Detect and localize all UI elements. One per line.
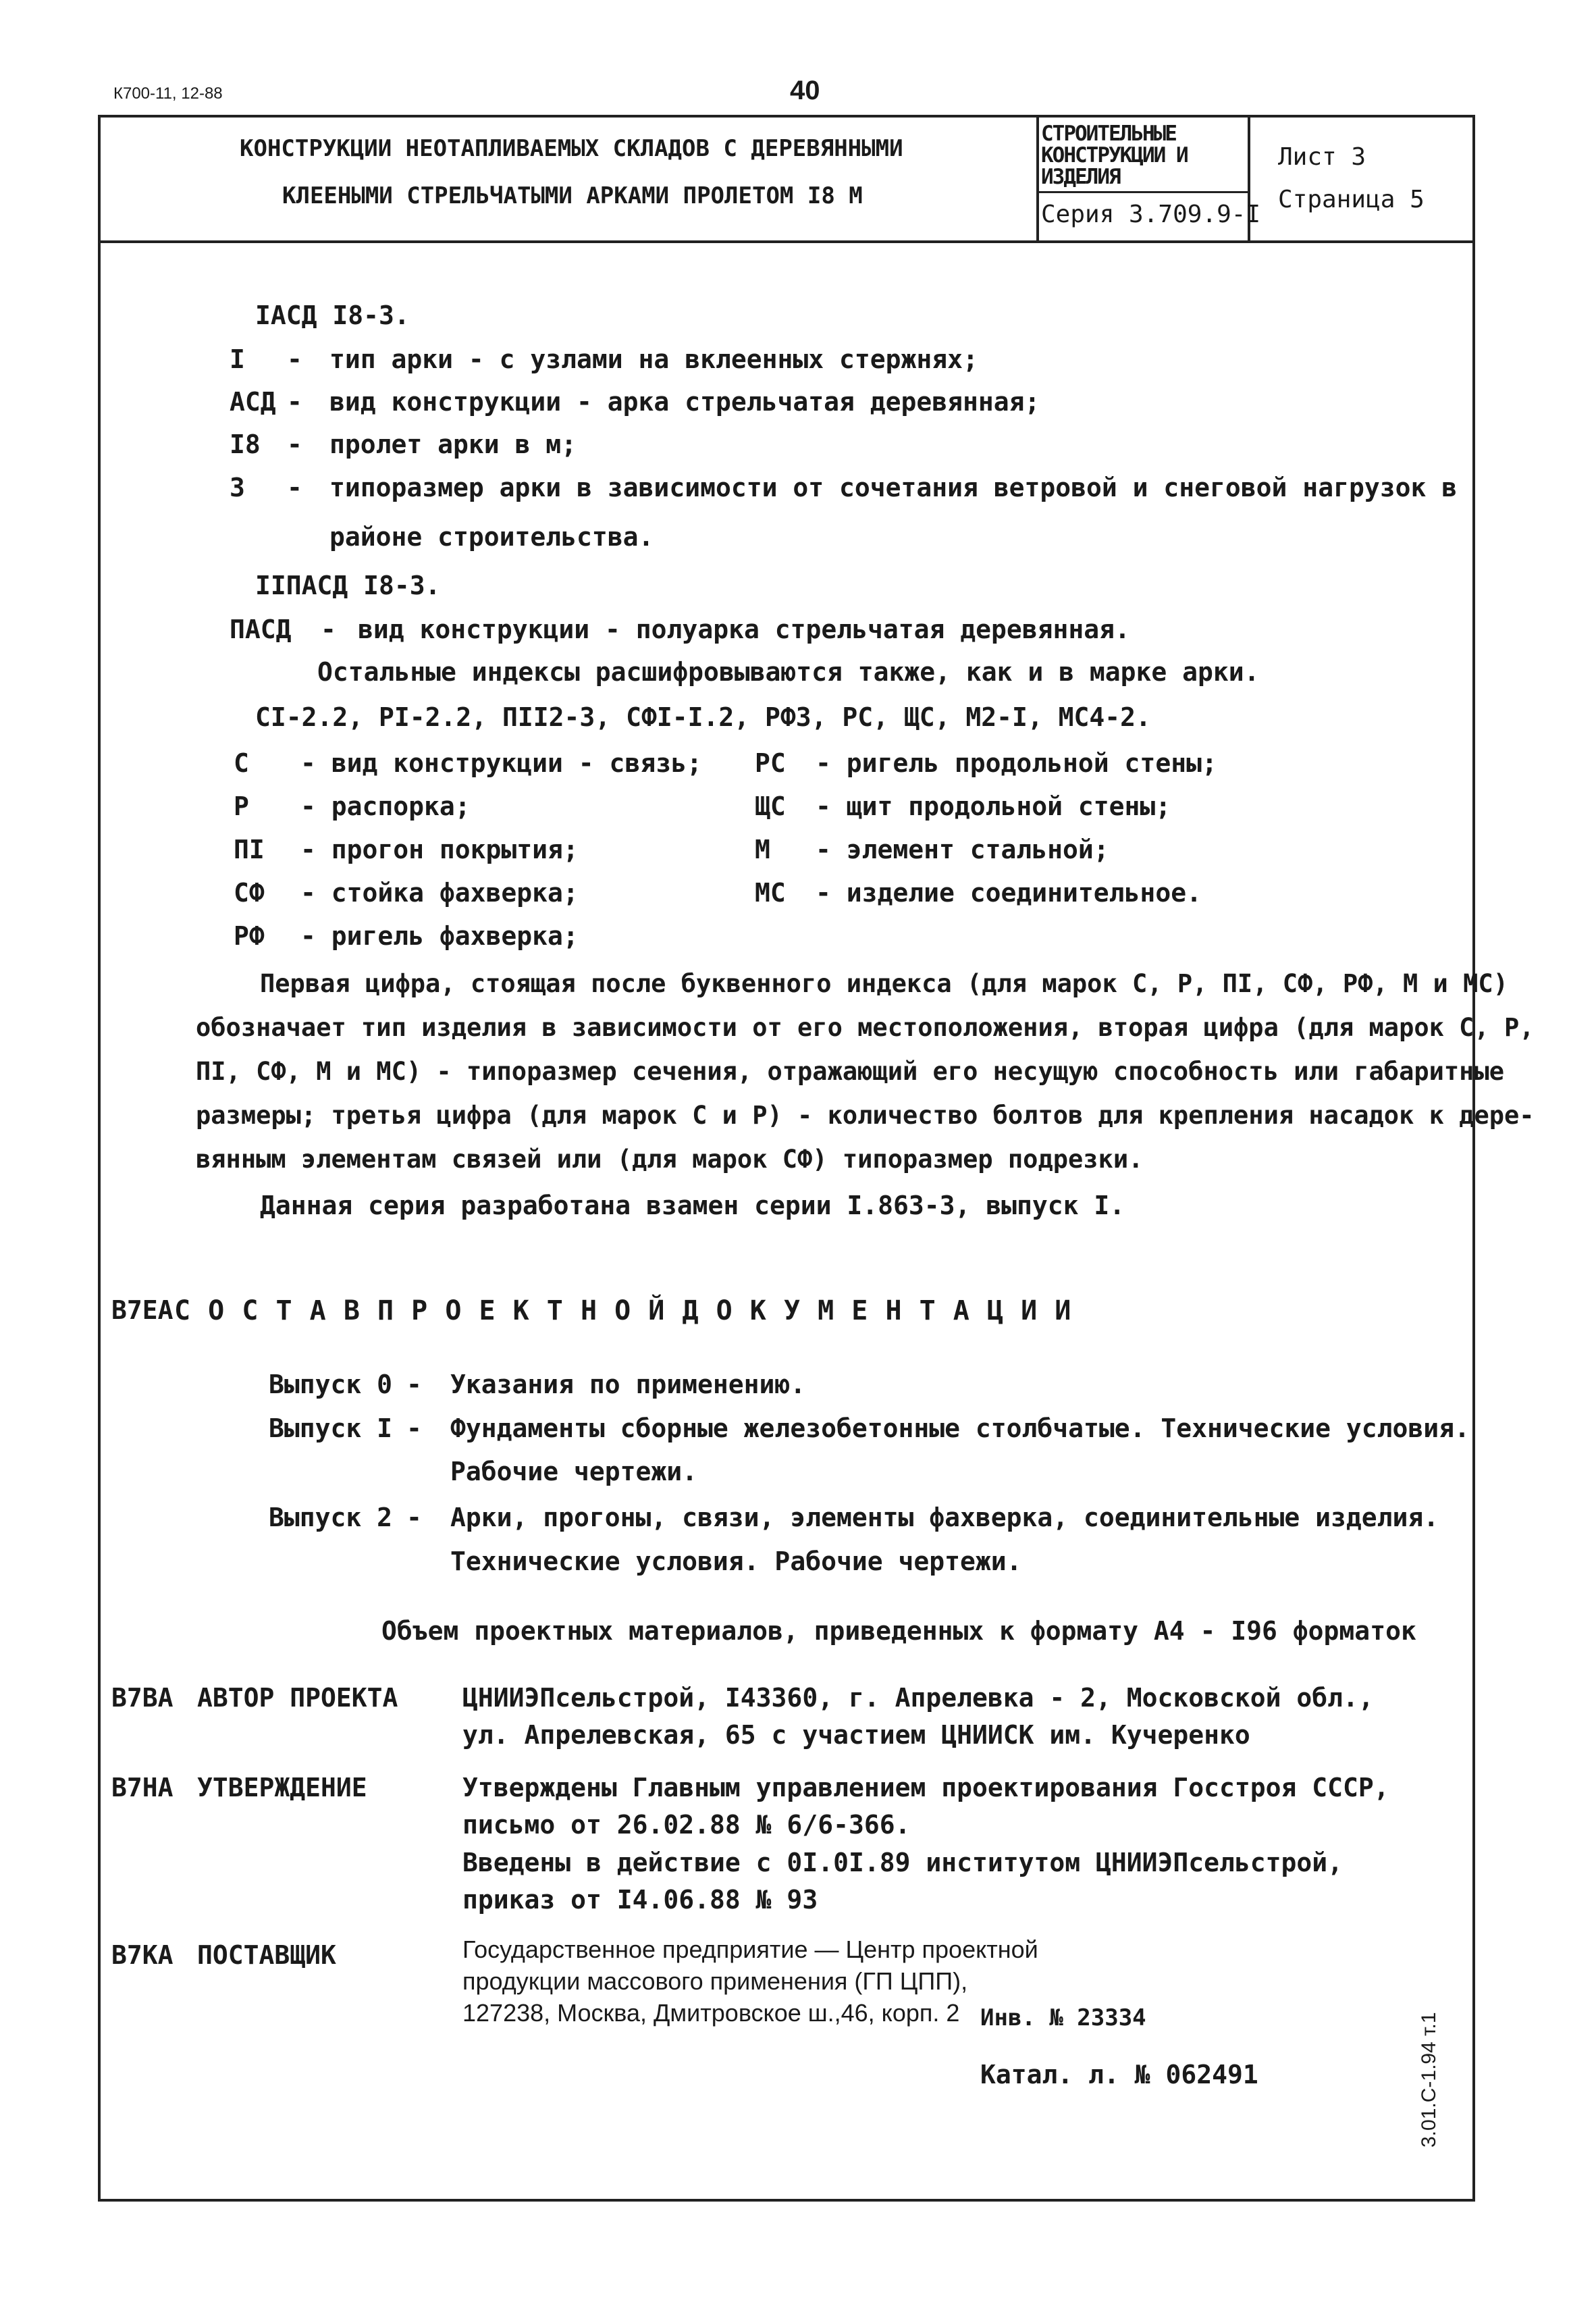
supplier-line: 127238, Москва, Дмитровское ш.,46, корп. 2 [462, 1999, 960, 2027]
header-sheet: Лист 3 [1278, 143, 1366, 171]
right-def-code: МС [755, 878, 786, 908]
def-dash: - [287, 344, 302, 374]
def-text: тип арки - с узлами на вклеенных стержнях; [329, 344, 978, 374]
approval-line: приказ от I4.06.88 № 93 [462, 1885, 818, 1915]
paragraph-line: ПI, СФ, М и МС) - типоразмер сечения, отражающий его несущую способность или габаритные [196, 1057, 1505, 1086]
header-category-2: КОНСТРУКЦИИ И [1041, 143, 1188, 167]
approval-line: письмо от 26.02.88 № 6/6-366. [462, 1810, 911, 1840]
approval-code: В7НА [111, 1773, 174, 1802]
form-code: К700-11, 12-88 [113, 84, 223, 103]
issue-text: Технические условия. Рабочие чертежи. [450, 1547, 1022, 1576]
composition-heading: С О С Т А В П Р О Е К Т Н О Й Д О К У М Е Н Т А Ц И И [174, 1295, 1072, 1326]
supplier-line: Государственное предприятие — Центр проектной [462, 1935, 1038, 1963]
issue-dash: - [406, 1503, 422, 1532]
inventory-number: Инв. № 23334 [980, 2004, 1146, 2031]
marks-list: СI-2.2, РI-2.2, ПII2-3, СФI-I.2, РФ3, РС, ЩС, М2-I, МС4-2. [255, 702, 1151, 732]
header-divider-1 [1036, 115, 1039, 243]
left-def-text: - распорка; [300, 791, 471, 821]
mark-half-arch: IIПАСД I8-3. [255, 571, 441, 600]
series-divider [1036, 191, 1250, 193]
right-def-text: - щит продольной стены; [816, 791, 1171, 821]
left-def-code: ПI [234, 835, 265, 864]
paragraph-line: Первая цифра, стоящая после буквенного индекса (для марок С, Р, ПI, СФ, РФ, М и МС) [260, 969, 1508, 998]
author-code: В7ВА [111, 1683, 174, 1713]
right-def-code: М [755, 835, 770, 864]
issue-dash: - [406, 1370, 422, 1399]
left-def-text: - ригель фахверка; [300, 921, 579, 951]
def-dash: - [287, 430, 302, 459]
issue-dash: - [406, 1413, 422, 1443]
def-code: I8 [230, 430, 261, 459]
header-category-1: СТРОИТЕЛЬНЫЕ [1041, 122, 1176, 146]
issue-label: Выпуск 0 [269, 1370, 393, 1399]
left-def-code: Р [234, 791, 249, 821]
approval-line: Утверждены Главным управлением проектирования Госстроя СССР, [462, 1773, 1389, 1802]
title-block [98, 115, 1475, 243]
issue-text: Арки, прогоны, связи, элементы фахверка, соединительные изделия. [450, 1503, 1439, 1532]
header-title-line1: КОНСТРУКЦИИ НЕОТАПЛИВАЕМЫХ СКЛАДОВ С ДЕРЕВЯННЫМИ [240, 135, 903, 162]
catalog-number: Катал. л. № 062491 [980, 2060, 1258, 2089]
supplier-code: В7КА [111, 1940, 174, 1970]
right-def-code: РС [755, 748, 786, 778]
right-def-text: - ригель продольной стены; [816, 748, 1217, 778]
issue-text: Фундаменты сборные железобетонные столбчатые. Технические условия. [450, 1413, 1470, 1443]
def-dash: - [321, 615, 336, 644]
issue-text: Указания по применению. [450, 1370, 806, 1399]
right-def-text: - изделие соединительное. [816, 878, 1202, 908]
left-def-code: СФ [234, 878, 265, 908]
mark-arch: IАСД I8-3. [255, 301, 410, 330]
author-label: АВТОР ПРОЕКТА [197, 1683, 398, 1713]
header-title-line2: КЛЕЕНЫМИ СТРЕЛЬЧАТЫМИ АРКАМИ ПРОЛЕТОМ I8 М [282, 182, 863, 209]
def-text: вид конструкции - полуарка стрельчатая деревянная. [358, 615, 1130, 644]
def-code: I [230, 344, 245, 374]
issue-label: Выпуск 2 [269, 1503, 393, 1532]
header-category-3: ИЗДЕЛИЯ [1041, 165, 1120, 189]
issue-label: Выпуск I [269, 1413, 393, 1443]
def-code: 3 [230, 473, 245, 502]
issue-text: Рабочие чертежи. [450, 1457, 698, 1486]
author-line: ул. Апрелевская, 65 с участием ЦНИИСК им. Кучеренко [462, 1720, 1250, 1750]
page-number: 40 [790, 76, 820, 105]
left-def-code: РФ [234, 921, 265, 951]
left-def-code: С [234, 748, 249, 778]
paragraph-line: обозначает тип изделия в зависимости от его местоположения, вторая цифра (для марок С, Р, [196, 1013, 1535, 1042]
def-text: вид конструкции - арка стрельчатая деревянная; [329, 387, 1040, 417]
paragraph-line: вянным элементам связей или (для марок СФ) типоразмер подрезки. [196, 1145, 1144, 1174]
def-dash: - [287, 387, 302, 417]
side-code: 3.01.С-1.94 т.1 [1418, 2012, 1440, 2148]
right-def-code: ЩС [755, 791, 786, 821]
approval-line: Введены в действие с 0I.0I.89 институтом ЦНИИЭПсельстрой, [462, 1848, 1344, 1877]
note-indices: Остальные индексы расшифровываются также, как и в марке арки. [317, 657, 1260, 687]
def-text: пролет арки в м; [329, 430, 577, 459]
author-line: ЦНИИЭПсельстрой, I43360, г. Апрелевка - 2, Московской обл., [462, 1683, 1374, 1713]
paragraph-line: размеры; третья цифра (для марок С и Р) - количество болтов для крепления насадок к дере- [196, 1101, 1535, 1130]
replacement-note: Данная серия разработана взамен серии I.863-3, выпуск I. [260, 1191, 1125, 1220]
left-def-text: - вид конструкции - связь; [300, 748, 702, 778]
volume-note: Объем проектных материалов, приведенных к формату А4 - I96 форматок [381, 1616, 1416, 1646]
def-dash: - [287, 473, 302, 502]
def-text-cont: районе строительства. [329, 522, 654, 552]
left-def-text: - прогон покрытия; [300, 835, 579, 864]
right-def-text: - элемент стальной; [816, 835, 1109, 864]
section-code: В7ЕА [111, 1295, 174, 1325]
supplier-label: ПОСТАВЩИК [197, 1940, 336, 1970]
def-code: АСД [230, 387, 276, 417]
header-series: Серия 3.709.9-I [1041, 201, 1261, 228]
supplier-line: продукции массового применения (ГП ЦПП), [462, 1967, 968, 1995]
left-def-text: - стойка фахверка; [300, 878, 579, 908]
approval-label: УТВЕРЖДЕНИЕ [197, 1773, 367, 1802]
header-page: Страница 5 [1278, 186, 1425, 213]
def-text: типоразмер арки в зависимости от сочетания ветровой и снеговой нагрузок в [329, 473, 1458, 502]
def-code: ПАСД [230, 615, 292, 644]
